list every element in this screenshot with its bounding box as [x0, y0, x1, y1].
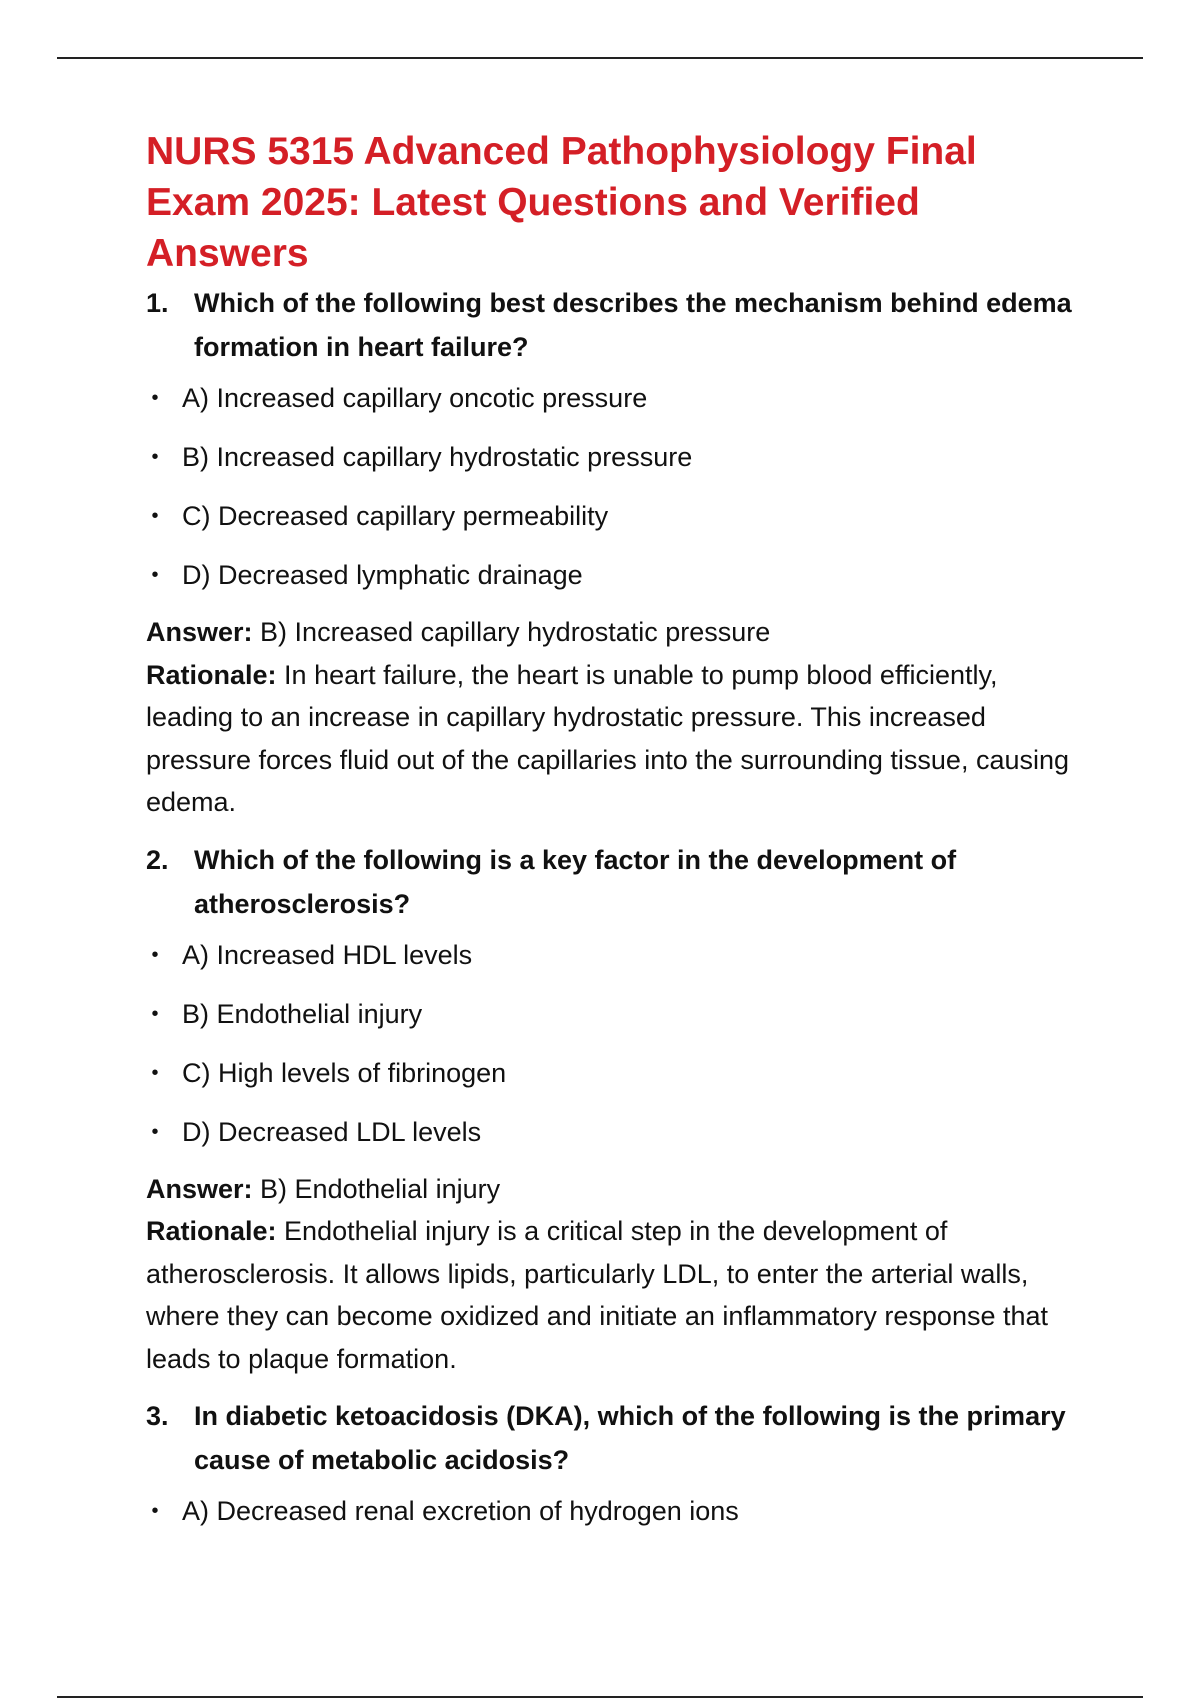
option-text: D) Decreased lymphatic drainage	[182, 560, 583, 590]
answer-line	[146, 1168, 1086, 1211]
option-text: C) Decreased capillary permeability	[182, 501, 609, 531]
options-list-3	[146, 1494, 1086, 1528]
answer-text: B) Increased capillary hydrostatic pressure	[260, 617, 771, 647]
header-rule	[57, 57, 1143, 59]
answer-block-1	[146, 611, 1086, 824]
rationale-text: In heart failure, the heart is unable to pump blood efficiently, leading to an increase in capillary hydrostatic pressure. This increased pressure forces fluid out of the capillaries into the surrounding tissue, causing edema.	[146, 659, 1070, 817]
bullet-icon: •	[151, 1120, 159, 1143]
document-title: NURS 5315 Advanced Pathophysiology Final Exam 2025: Latest Questions and Verified Answers	[146, 130, 977, 275]
bullet-icon: •	[151, 943, 159, 966]
option-item	[151, 1115, 1086, 1149]
question-number: 2.	[146, 844, 169, 875]
option-item	[151, 499, 1086, 533]
question-number: 1.	[146, 288, 169, 318]
option-item	[151, 997, 1086, 1031]
option-text: B) Endothelial injury	[182, 998, 423, 1029]
rationale-label: Rationale:	[146, 1216, 277, 1246]
option-text: C) High levels of fibrinogen	[182, 1057, 507, 1088]
footer-rule	[57, 1696, 1143, 1698]
rationale-paragraph	[146, 654, 1086, 824]
option-item	[151, 1056, 1086, 1090]
question-number: 3.	[146, 1401, 169, 1431]
question-2	[146, 838, 1086, 926]
option-text: A) Decreased renal excretion of hydrogen ions	[182, 1496, 739, 1526]
option-text: A) Increased capillary oncotic pressure	[182, 383, 648, 413]
answer-block-2	[146, 1168, 1086, 1381]
options-list-2	[146, 938, 1086, 1149]
answer-text: B) Endothelial injury	[260, 1173, 501, 1204]
option-item	[151, 440, 1086, 474]
answer-label: Answer:	[146, 1173, 253, 1204]
answer-label: Answer:	[146, 617, 253, 647]
bullet-icon: •	[151, 505, 159, 527]
rationale-label: Rationale:	[146, 659, 277, 690]
question-text: In diabetic ketoacidosis (DKA), which of the following is the primary cause of metabolic acidosis?	[194, 1401, 1066, 1475]
option-item	[151, 1494, 1086, 1528]
option-item	[151, 558, 1086, 592]
option-text: D) Decreased LDL levels	[182, 1116, 482, 1147]
rationale-text: Endothelial injury is a critical step in the development of atherosclerosis. It allows lipids, particularly LDL, to enter the arterial walls, where they can become oxidized and initiate an inflammatory response that leads to plaque formation.	[146, 1216, 1049, 1374]
bullet-icon: •	[151, 446, 159, 468]
option-text: A) Increased HDL levels	[182, 939, 473, 970]
option-item	[151, 381, 1086, 415]
question-3	[146, 1394, 1086, 1482]
question-text: Which of the following best describes the mechanism behind edema formation in heart failure?	[194, 288, 1072, 362]
document-body	[146, 126, 1086, 1553]
answer-line	[146, 611, 1086, 654]
option-text: B) Increased capillary hydrostatic pressure	[182, 442, 693, 472]
bullet-icon: •	[151, 564, 159, 586]
bullet-icon: •	[151, 387, 159, 409]
bullet-icon: •	[151, 1002, 159, 1025]
question-1	[146, 281, 1086, 369]
rationale-paragraph	[146, 1210, 1086, 1380]
question-text: Which of the following is a key factor in the development of atherosclerosis?	[194, 844, 957, 919]
bullet-icon: •	[151, 1500, 159, 1522]
option-item	[151, 938, 1086, 972]
bullet-icon: •	[151, 1061, 159, 1084]
options-list-1	[146, 381, 1086, 592]
